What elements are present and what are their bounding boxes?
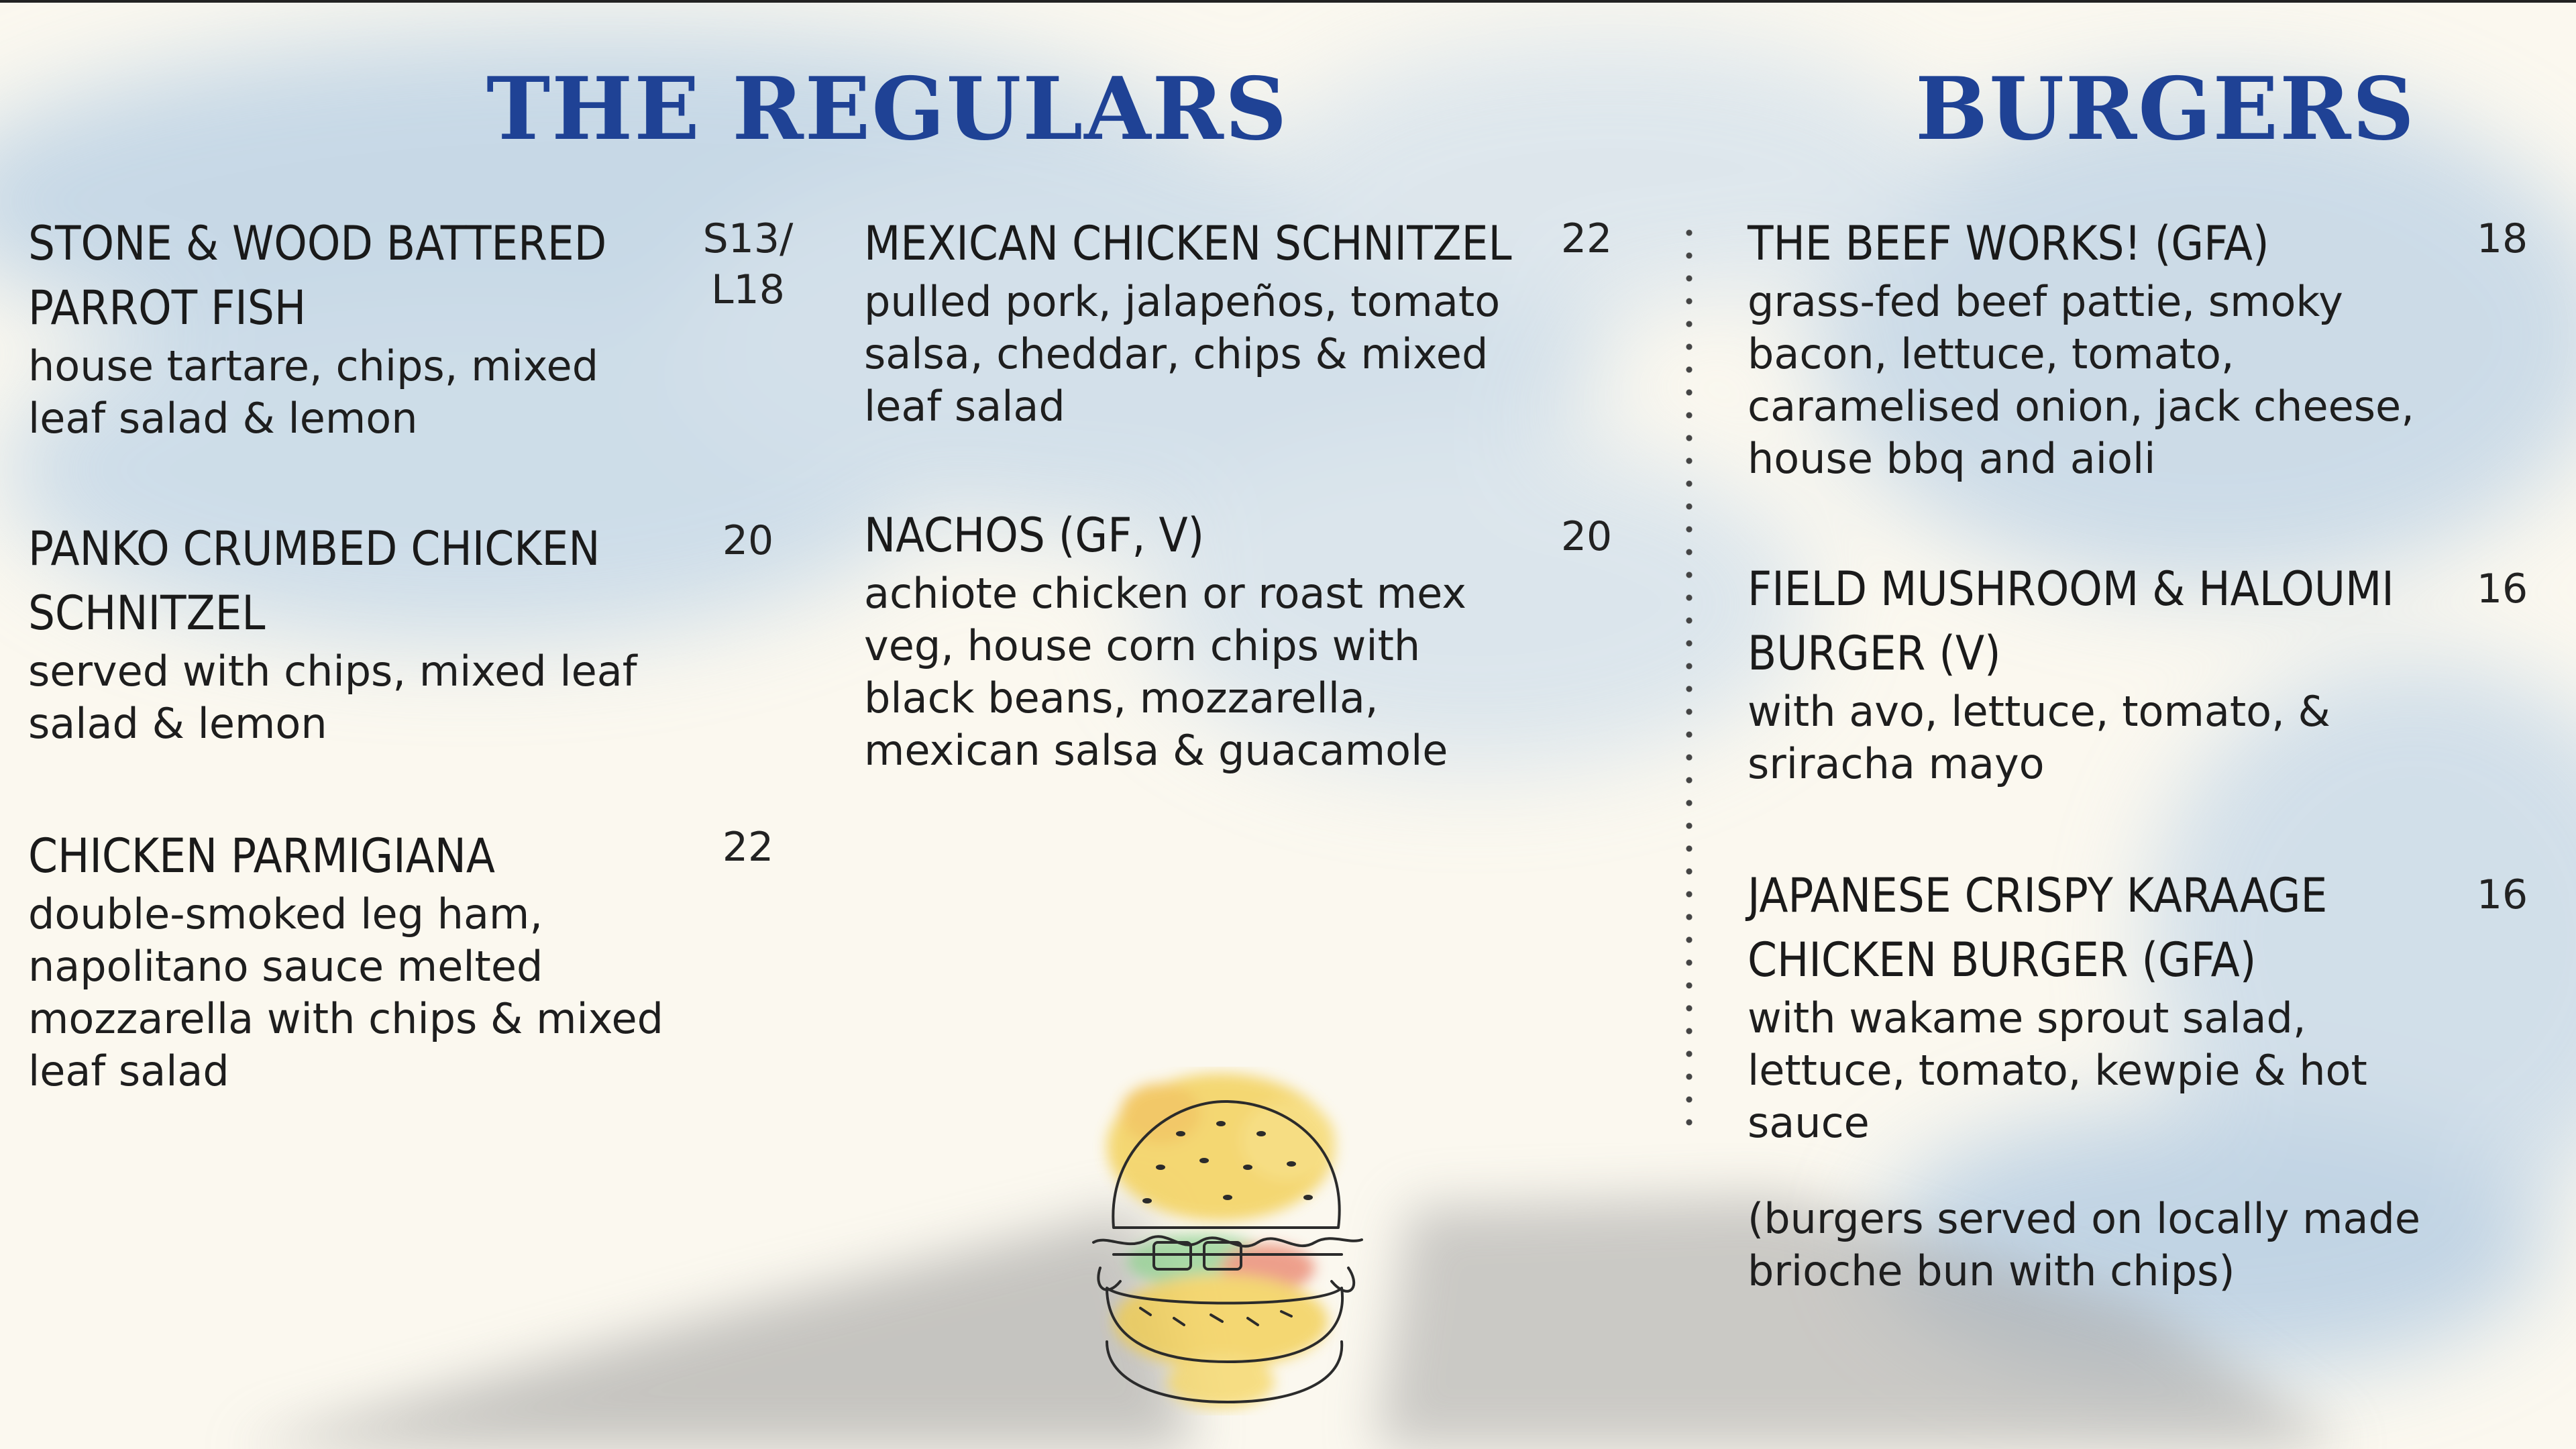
menu-item-panko-schnitzel: [28, 517, 699, 750]
item-description: with wakame sprout salad, lettuce, tomato, kewpie & hot sauce: [1748, 994, 2367, 1147]
item-price: 20: [1560, 513, 1613, 560]
menu-item-nachos: [864, 503, 1548, 777]
item-description: house tartare, chips, mixed leaf salad & lemon: [28, 341, 599, 443]
item-description: grass-fed beef pattie, smoky bacon, lettuce, tomato, caramelised onion, jack cheese, house bbq and aioli: [1748, 277, 2414, 483]
item-price: 18: [2476, 215, 2528, 262]
item-description: served with chips, mixed leaf salad & lemon: [28, 647, 637, 748]
column-divider: [1686, 221, 1693, 1134]
item-price: 22: [722, 824, 774, 871]
item-name: THE BEEF WORKS! (GFA): [1748, 216, 2269, 271]
regulars-heading: THE REGULARS: [486, 59, 1289, 160]
item-name: STONE & WOOD BATTERED PARROT FISH: [28, 216, 607, 335]
menu-item-karaage-burger: [1748, 863, 2472, 1149]
menu-item-chicken-parmigiana: [28, 824, 699, 1097]
item-name: MEXICAN CHICKEN SCHNITZEL: [864, 216, 1512, 271]
item-description: pulled pork, jalapeños, tomato salsa, cheddar, chips & mixed leaf salad: [864, 277, 1501, 431]
item-name: NACHOS (GF, V): [864, 508, 1205, 563]
item-name: FIELD MUSHROOM & HALOUMI BURGER (V): [1748, 561, 2394, 681]
menu-item-beef-works: [1748, 211, 2472, 485]
item-name: JAPANESE CRISPY KARAAGE CHICKEN BURGER (GFA): [1748, 868, 2328, 987]
item-description: achiote chicken or roast mex veg, house corn chips with black beans, mozzarella, mexican salsa & guacamole: [864, 569, 1466, 775]
burgers-note: (burgers served on locally made brioche bun with chips): [1748, 1194, 2420, 1295]
burgers-heading: BURGERS: [1915, 59, 2416, 160]
item-price: 16: [2476, 566, 2528, 612]
burger-illustration-icon: [1067, 1067, 1389, 1415]
item-name: CHICKEN PARMIGIANA: [28, 828, 495, 883]
menu-item-mexican-schnitzel: [864, 211, 1548, 433]
item-description: double-smoked leg ham, napolitano sauce melted mozzarella with chips & mixed leaf salad: [28, 890, 664, 1095]
item-price: 20: [722, 517, 774, 564]
item-description: with avo, lettuce, tomato, & sriracha mayo: [1748, 687, 2330, 788]
item-price: 22: [1560, 215, 1613, 262]
item-price: 16: [2476, 871, 2528, 918]
item-name: PANKO CRUMBED CHICKEN SCHNITZEL: [28, 521, 600, 641]
menu-item-parrot-fish: [28, 211, 699, 445]
menu-item-mushroom-haloumi: [1748, 557, 2472, 790]
top-border-line: [0, 0, 2576, 3]
item-price: S13/ L18: [702, 215, 794, 313]
